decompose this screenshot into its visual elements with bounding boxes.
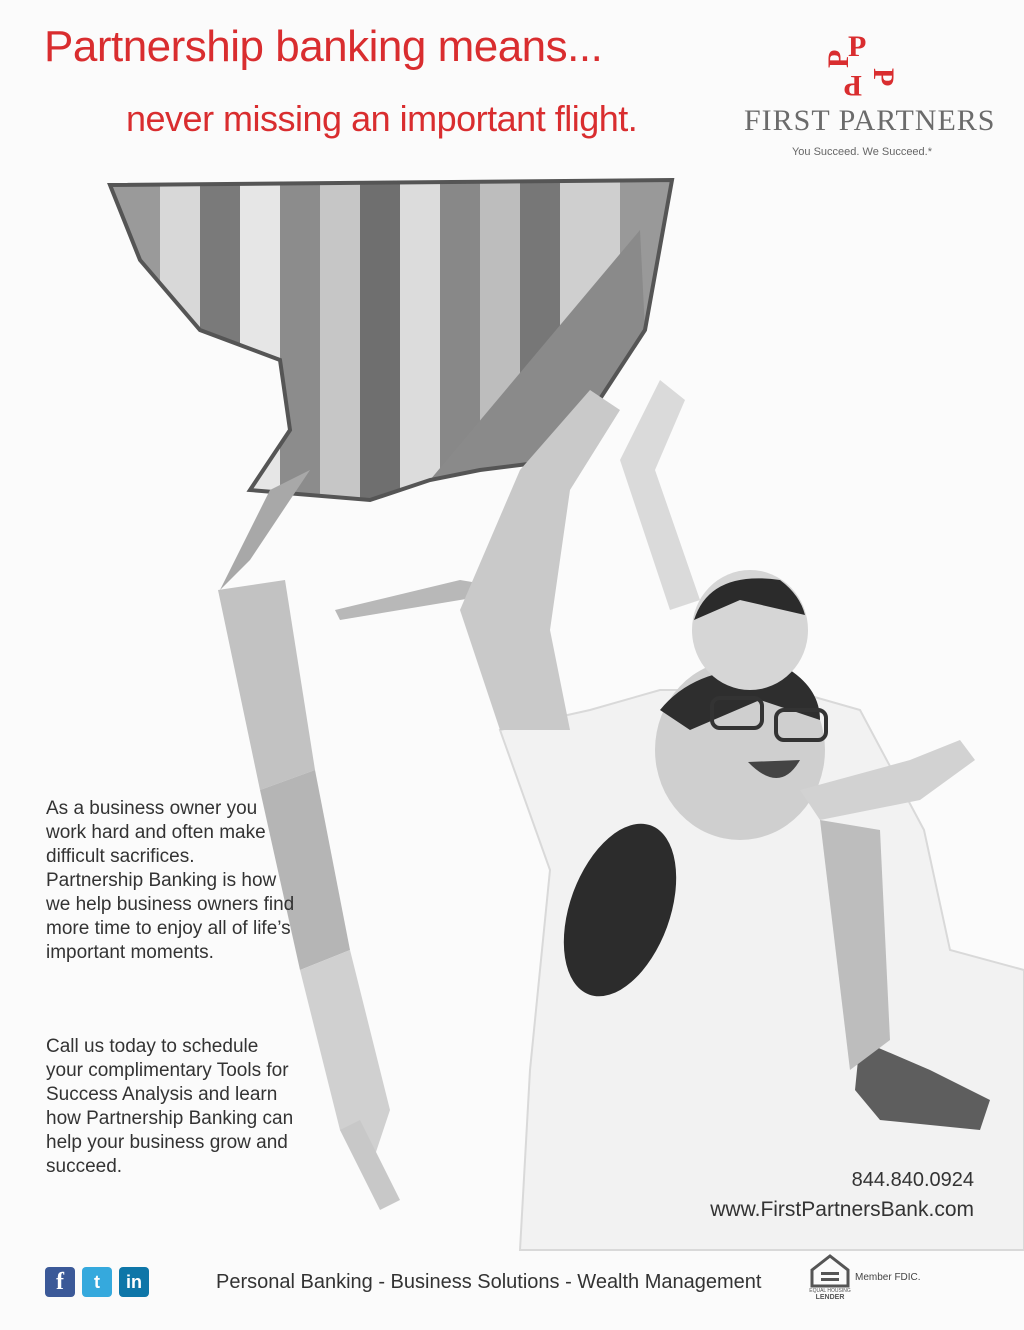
svg-text:LENDER: LENDER — [815, 1294, 845, 1301]
svg-text:P: P — [848, 30, 867, 63]
svg-text:EQUAL HOUSING: EQUAL HOUSING — [809, 1288, 851, 1294]
equal-housing-lender-icon — [808, 1252, 852, 1300]
twitter-icon[interactable]: t — [82, 1267, 112, 1297]
brand-tagline: You Succeed. We Succeed.* — [791, 146, 933, 158]
kite — [100, 170, 680, 510]
brand-name: FIRST PARTNERS — [744, 104, 996, 137]
website-link[interactable]: www.FirstPartnersBank.com — [710, 1198, 974, 1221]
child-arm — [620, 380, 700, 610]
svg-text:P: P — [843, 69, 862, 102]
services-line: Personal Banking - Business Solutions - Wealth Management — [216, 1271, 762, 1293]
svg-text:P: P — [867, 68, 900, 87]
linkedin-icon[interactable]: in — [119, 1267, 149, 1297]
first-partners-logo-icon — [822, 28, 900, 102]
body-paragraph-2: Call us today to schedule your complimentary Tools for Success Analysis and learn how Partnership Banking can help your business grow and succeed. — [46, 1036, 294, 1177]
phone-number[interactable]: 844.840.0924 — [851, 1169, 974, 1191]
member-fdic: Member FDIC. — [855, 1272, 921, 1283]
svg-text:P: P — [822, 49, 855, 68]
headline: Partnership banking means... — [44, 22, 603, 71]
subheadline: never missing an important flight. — [126, 98, 638, 139]
facebook-icon[interactable]: f — [45, 1267, 75, 1297]
body-paragraph-1: As a business owner you work hard and often make difficult sacrifices. Partnership Banking is how we help business owners find more time to enjoy all of life’s important moments. — [46, 798, 295, 963]
